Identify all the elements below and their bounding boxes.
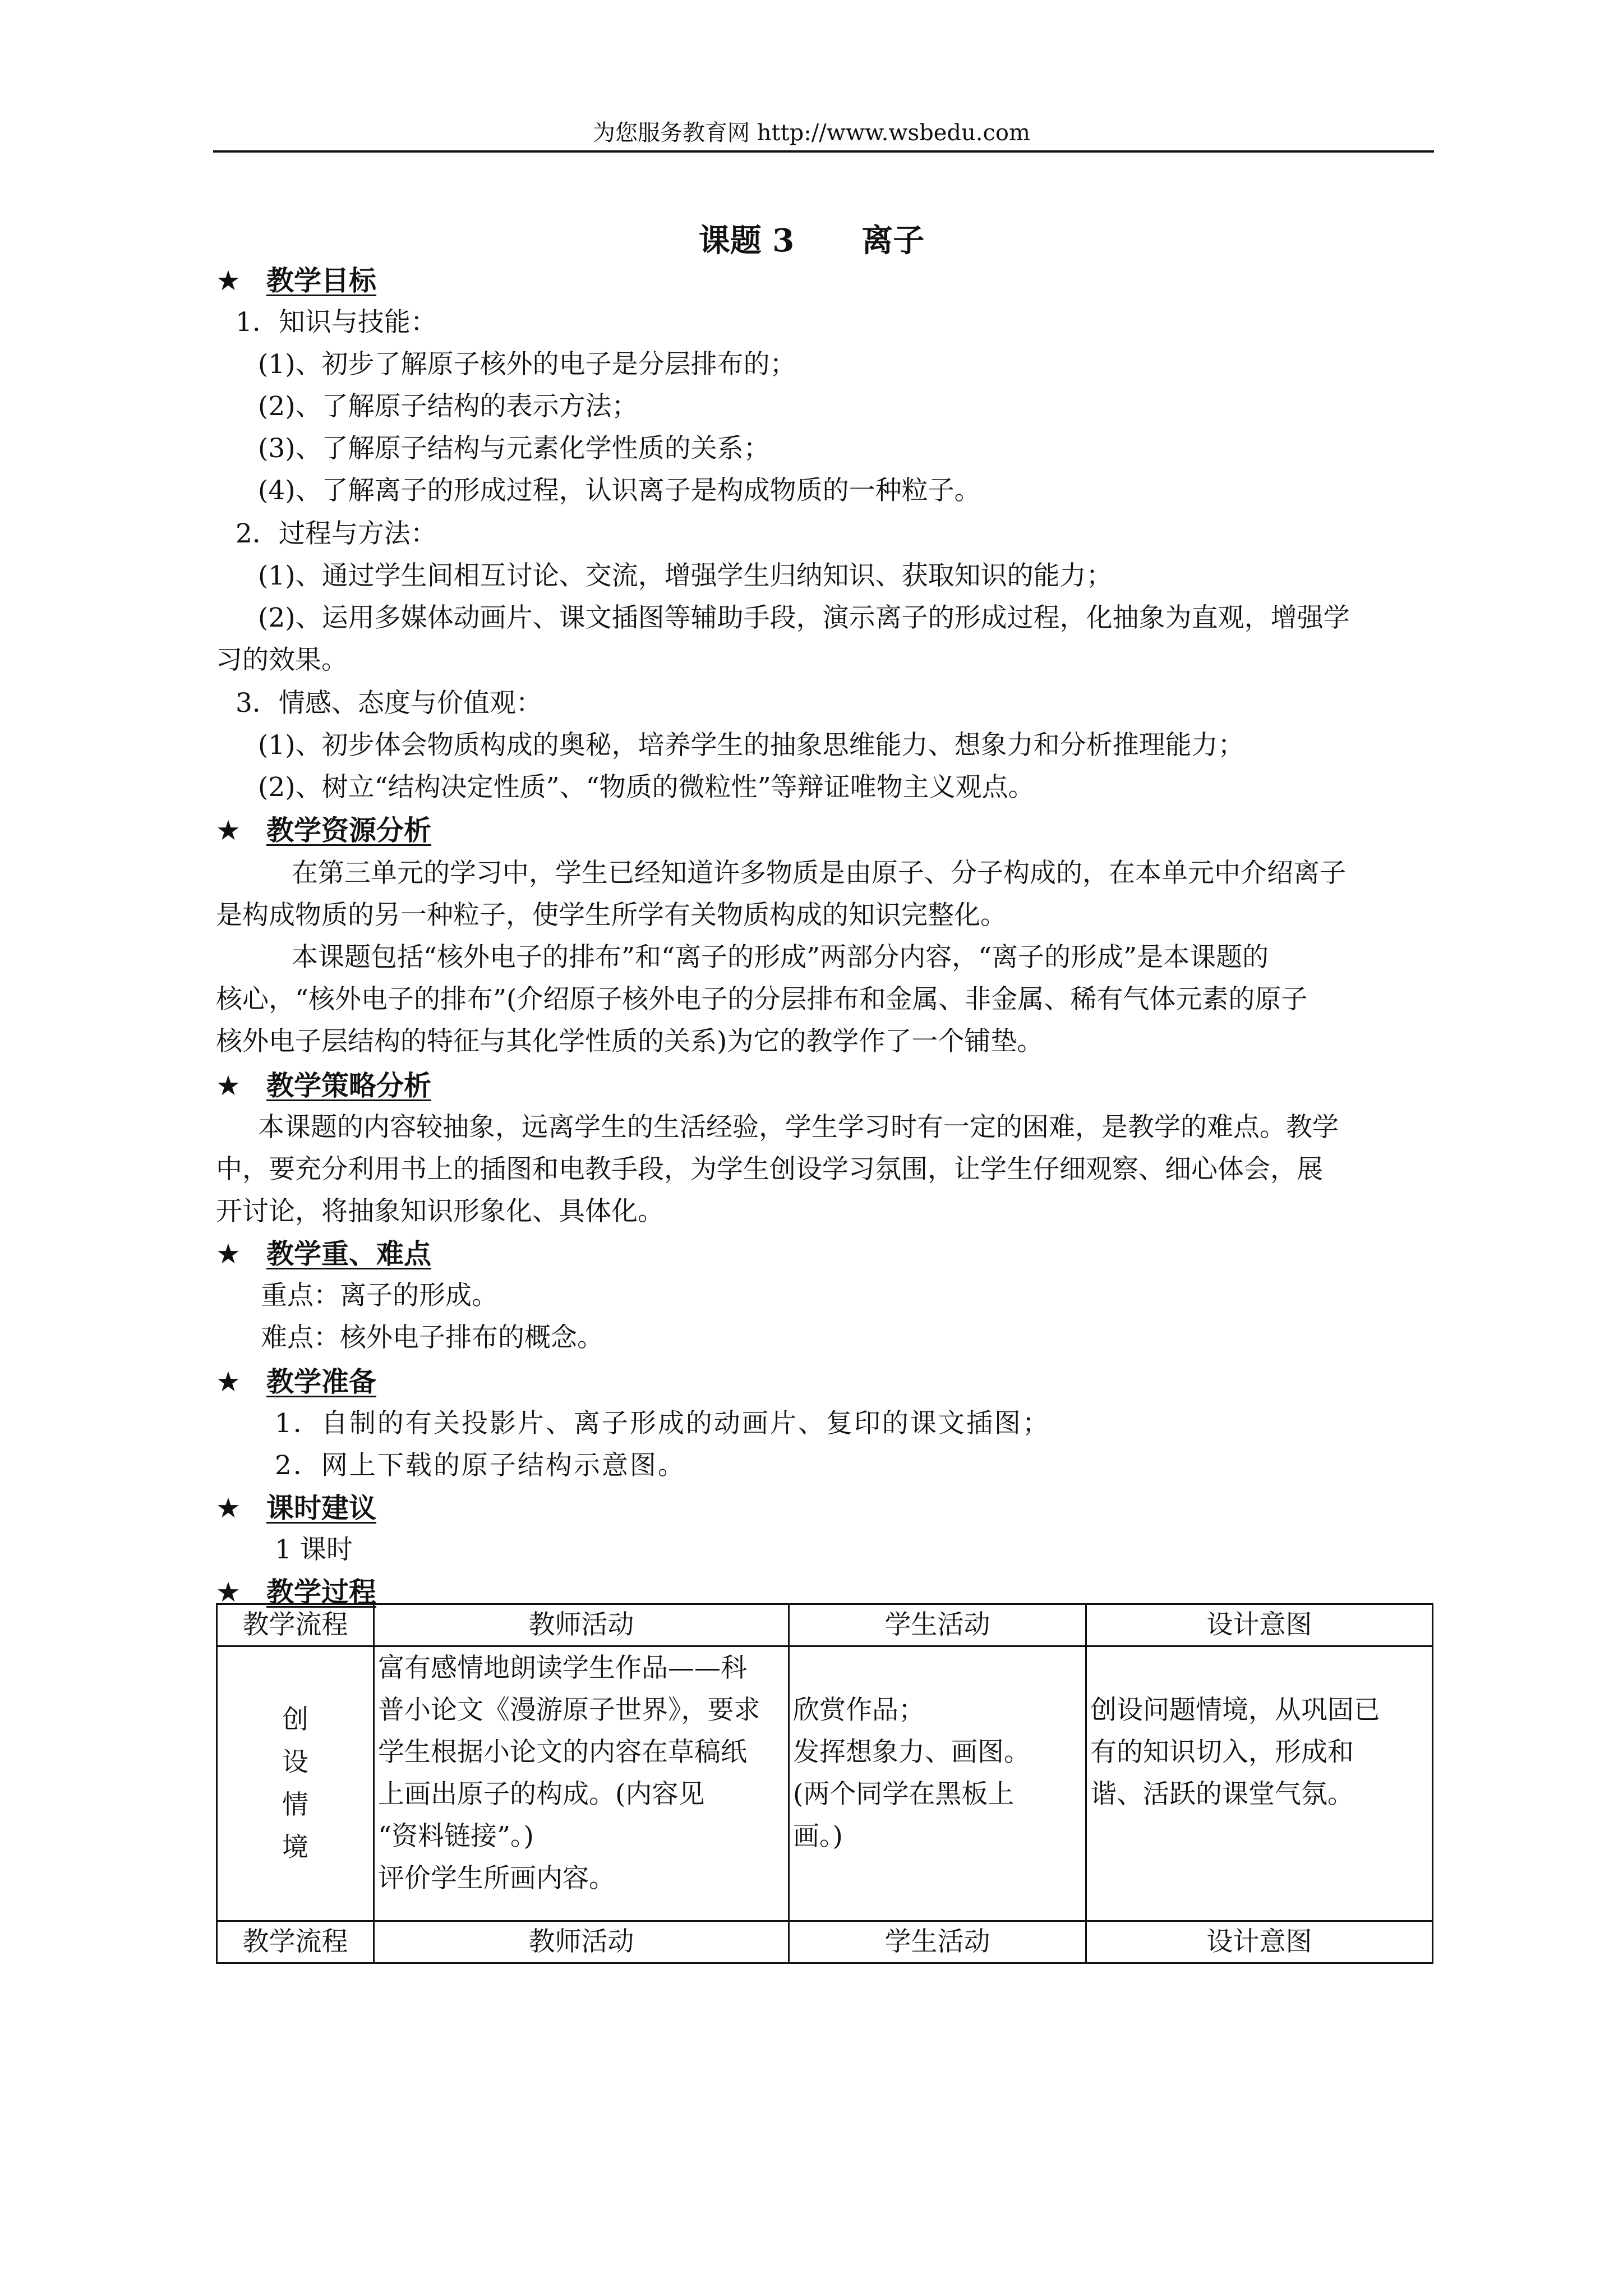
goals-k4: (4)、了解离子的形成过程，认识离子是构成物质的一种粒子。 (258, 475, 981, 506)
goals-e2: (2)、树立“结构决定性质”、“物质的微粒性”等辩证唯物主义观点。 (258, 772, 1035, 803)
lesson-title (0, 216, 1623, 261)
star-icon: ★ (216, 815, 241, 846)
star-icon: ★ (216, 1366, 241, 1398)
stage-char: 创 (282, 1704, 308, 1735)
goals-p1: (1)、通过学生间相互讨论、交流，增强学生归纳知识、获取知识的能力； (258, 560, 1113, 591)
table-header-cell: 设计意图 (1086, 1604, 1433, 1646)
star-icon: ★ (216, 265, 241, 297)
intent-line: 创设问题情境，从巩固已 (1090, 1695, 1380, 1726)
section-process: ★ 教学过程 (216, 1576, 377, 1608)
process-table (216, 1603, 1433, 1964)
teacher-activity-cell (374, 1646, 789, 1921)
design-intent-cell (1086, 1646, 1433, 1921)
goals-p2a: (2)、运用多媒体动画片、课文插图等辅助手段，演示离子的形成过程，化抽象为直观，增强学 (258, 602, 1350, 633)
goals-process-heading: 2．过程与方法： (236, 518, 437, 549)
table-header-cell: 学生活动 (789, 1921, 1086, 1963)
resources-l3: 本课题包括“核外电子的排布”和“离子的形成”两部分内容，“离子的形成”是本课题的 (292, 942, 1269, 973)
section-goals: ★ 教学目标 (216, 264, 377, 297)
preparation-l1: 1．自制的有关投影片、离子形成的动画片、复印的课文插图； (275, 1408, 1050, 1439)
student-line: 画。) (793, 1821, 843, 1852)
star-icon: ★ (216, 1070, 241, 1102)
table-header-cell: 教学流程 (217, 1604, 374, 1646)
stage-char: 情 (282, 1789, 308, 1820)
section-hours: ★ 课时建议 (216, 1492, 377, 1524)
student-line: (两个同学在黑板上 (793, 1779, 1015, 1810)
goals-p2b: 习的效果。 (216, 645, 348, 675)
section-resources: ★ 教学资源分析 (216, 814, 432, 846)
lesson-topic: 离子 (861, 222, 925, 259)
preparation-l2: 2．网上下载的原子结构示意图。 (275, 1450, 686, 1481)
goals-k2: (2)、了解原子结构的表示方法； (258, 391, 638, 422)
stage-char: 设 (282, 1746, 308, 1778)
teacher-line: 评价学生所画内容。 (378, 1863, 615, 1894)
strategy-l1: 本课题的内容较抽象，远离学生的生活经验，学生学习时有一定的困难，是教学的难点。教学 (258, 1112, 1339, 1143)
table-row (217, 1646, 1433, 1921)
teacher-line: 普小论文《漫游原子世界》，要求 (378, 1695, 760, 1726)
lesson-number: 课题 3 (698, 222, 795, 259)
table-header-row (217, 1604, 1433, 1646)
page-header: 为您服务教育网 http://www.wsbedu.com (593, 120, 1030, 146)
teacher-line: 上画出原子的构成。(内容见 (378, 1779, 705, 1810)
section-keypoints: ★ 教学重、难点 (216, 1237, 432, 1270)
stage-cell (217, 1646, 374, 1921)
intent-line: 谐、活跃的课堂气氛。 (1090, 1779, 1354, 1810)
goals-emotion-heading: 3．情感、态度与价值观： (236, 688, 542, 719)
table-header-cell: 教学流程 (217, 1921, 374, 1963)
hours-l1: 1 课时 (275, 1534, 353, 1565)
resources-l1: 在第三单元的学习中，学生已经知道许多物质是由原子、分子构成的，在本单元中介绍离子 (292, 858, 1346, 889)
goals-k3: (3)、了解原子结构与元素化学性质的关系； (258, 433, 770, 464)
intent-line: 有的知识切入，形成和 (1090, 1737, 1354, 1768)
star-icon: ★ (216, 1492, 241, 1524)
student-line: 欣赏作品； (793, 1695, 925, 1726)
teacher-line: 富有感情地朗读学生作品——科 (378, 1653, 747, 1683)
table-header-row-repeat (217, 1921, 1433, 1963)
student-line: 发挥想象力、画图。 (793, 1737, 1030, 1768)
resources-l4: 核心，“核外电子的排布”(介绍原子核外电子的分层排布和金属、非金属、稀有气体元素的原子 (216, 984, 1308, 1015)
table-header-cell: 教师活动 (374, 1921, 789, 1963)
teacher-line: “资料链接”。) (378, 1821, 534, 1852)
stage-char: 境 (282, 1832, 308, 1863)
section-preparation: ★ 教学准备 (216, 1365, 377, 1398)
section-strategy: ★ 教学策略分析 (216, 1069, 432, 1102)
table-header-cell: 学生活动 (789, 1604, 1086, 1646)
strategy-l3: 开讨论，将抽象知识形象化、具体化。 (216, 1196, 664, 1227)
header-rule (213, 150, 1434, 153)
keypoints-l1: 重点：离子的形成。 (261, 1280, 498, 1311)
goals-knowledge-heading: 1．知识与技能： (236, 307, 437, 338)
teacher-line: 学生根据小论文的内容在草稿纸 (378, 1737, 747, 1768)
resources-l2: 是构成物质的另一种粒子，使学生所学有关物质构成的知识完整化。 (216, 900, 1007, 931)
star-icon: ★ (216, 1576, 241, 1608)
resources-l5: 核外电子层结构的特征与其化学性质的关系)为它的教学作了一个铺垫。 (216, 1026, 1044, 1057)
table-header-cell: 设计意图 (1086, 1921, 1433, 1963)
keypoints-l2: 难点：核外电子排布的概念。 (261, 1322, 603, 1353)
strategy-l2: 中，要充分利用书上的插图和电教手段，为学生创设学习氛围，让学生仔细观察、细心体会，展 (216, 1154, 1323, 1185)
table-header-cell: 教师活动 (374, 1604, 789, 1646)
student-activity-cell (789, 1646, 1086, 1921)
goals-k1: (1)、初步了解原子核外的电子是分层排布的； (258, 349, 796, 380)
goals-e1: (1)、初步体会物质构成的奥秘，培养学生的抽象思维能力、想象力和分析推理能力； (258, 730, 1244, 761)
star-icon: ★ (216, 1238, 241, 1270)
